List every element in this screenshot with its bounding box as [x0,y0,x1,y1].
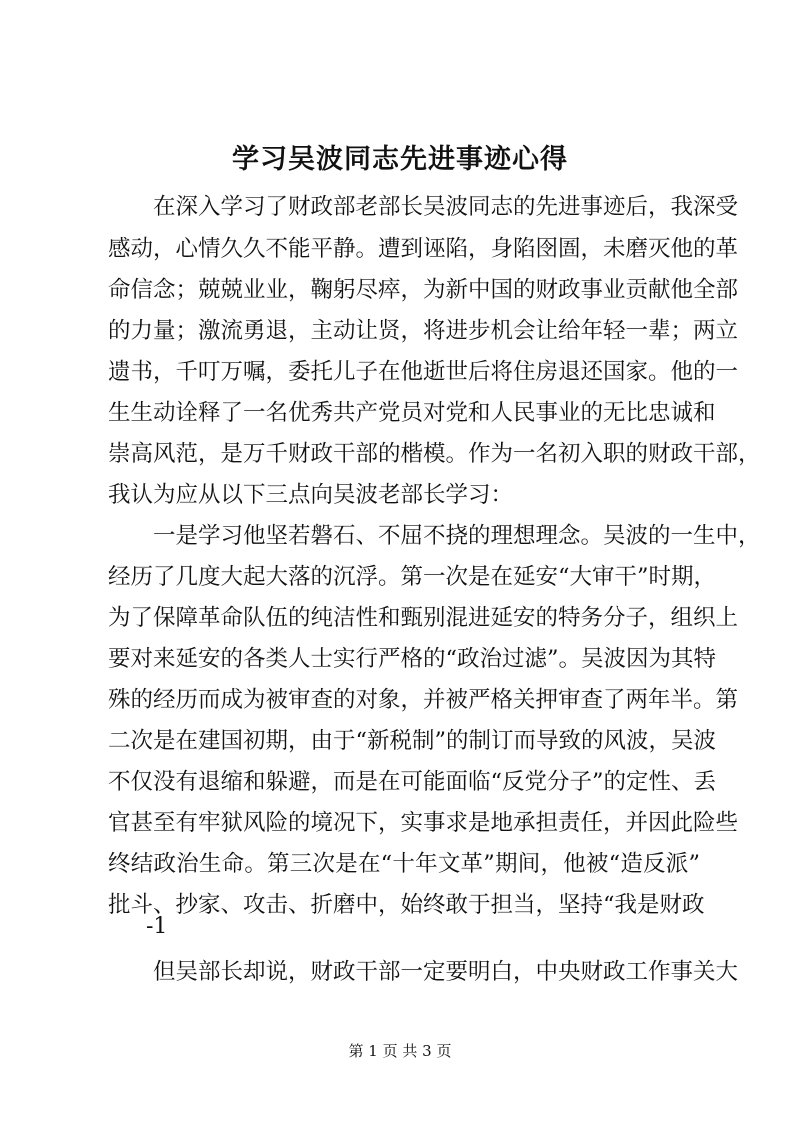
paragraph-line: 崇高风范，是万千财政干部的楷模。作为一名初入职的财政干部， [108,441,761,467]
paragraph-line: 感动，心情久久不能平静。遭到诬陷，身陷囹圄，未磨灭他的革 [108,236,739,262]
paragraph-line: 我认为应从以下三点向吴波老部长学习： [108,482,514,508]
paragraph-line: 生生动诠释了一名优秀共产党员对党和人民事业的无比忠诚和 [108,400,716,426]
paragraph-line: 遗书，千叮万嘱，委托儿子在他逝世后将住房退还国家。他的一 [108,359,739,385]
paragraph-line: 要对来延安的各类人士实行严格的“政治过滤”。吴波因为其特 [108,646,717,672]
paragraph-line: 二次是在建国初期，由于“新税制”的制订而导致的风波，吴波 [108,728,717,754]
paragraph-line: 在深入学习了财政部老部长吴波同志的先进事迹后，我深受 [153,194,739,220]
paragraph-line: 官甚至有牢狱风险的境况下，实事求是地承担责任，并因此险些 [108,810,739,836]
document-title: 学习吴波同志先进事迹心得 [232,144,568,175]
paragraph-line: 命信念；兢兢业业，鞠躬尽瘁，为新中国的财政事业贡献他全部 [108,277,739,303]
paragraph-line: 的力量；激流勇退，主动让贤，将进步机会让给年轻一辈；两立 [108,318,739,344]
paragraph-line: 一是学习他坚若磐石、不屈不挠的理想理念。吴波的一生中， [153,523,761,549]
paragraph-line: 为了保障革命队伍的纯洁性和甄别混进延安的特务分子，组织上 [108,605,739,631]
paragraph-line: 批斗、抄家、攻击、折磨中，始终敢于担当，坚持“我是财政 [108,892,705,918]
page-marker: -1 [146,914,168,939]
continuation-line: 但吴部长却说，财政干部一定要明白，中央财政工作事关大 [153,959,739,985]
paragraph-line: 终结政治生命。第三次是在“十年文革”期间，他被“造反派” [108,851,700,877]
paragraph-line: 殊的经历而成为被审查的对象，并被严格关押审查了两年半。第 [108,687,739,713]
page-footer: 第 1 页 共 3 页 [348,1042,452,1060]
paragraph-line: 经历了几度大起大落的沉浮。第一次是在延安“大审干”时期， [108,564,717,590]
paragraph-line: 不仅没有退缩和躲避，而是在可能面临“反党分子”的定性、丢 [108,769,717,795]
